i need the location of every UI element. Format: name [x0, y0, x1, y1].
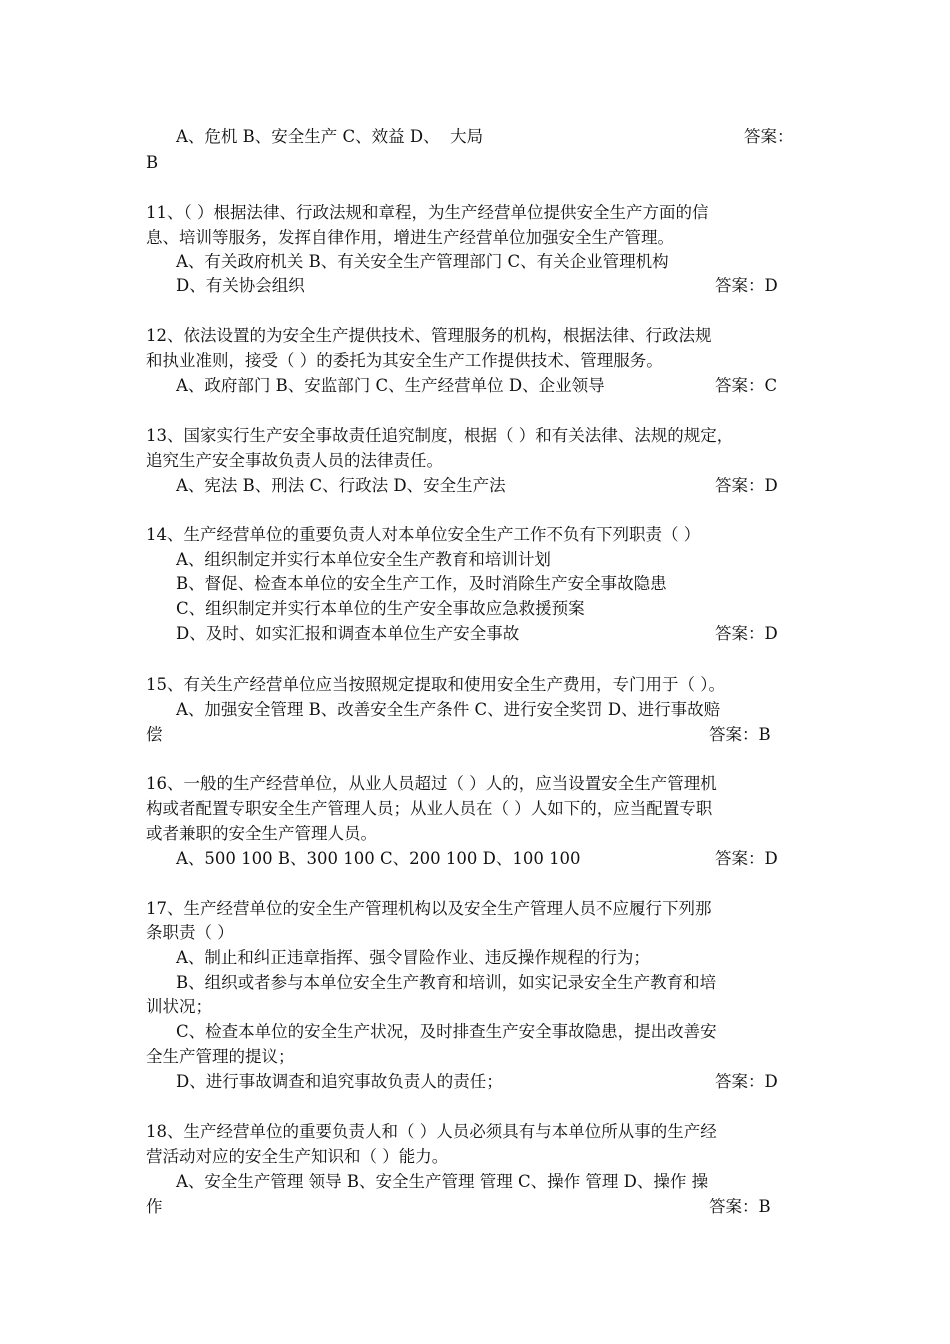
q13-answer: 答案：D: [715, 476, 778, 495]
q14-option-d: D、及时、如实汇报和调查本单位生产安全事故: [176, 624, 520, 643]
q14-option-b: B、督促、检查本单位的安全生产工作，及时消除生产安全事故隐患: [176, 574, 667, 593]
q14-option-c: C、组织制定并实行本单位的生产安全事故应急救援预案: [176, 599, 585, 618]
q15-answer: 答案：B: [709, 725, 771, 744]
q18-options-line1: A、安全生产管理 领导 B、安全生产管理 管理 C、操作 管理 D、操作 操: [176, 1172, 709, 1191]
q14-option-a: A、组织制定并实行本单位安全生产教育和培训计划: [176, 550, 551, 569]
q14-answer: 答案：D: [715, 624, 778, 643]
q13-stem-line2: 追究生产安全事故负责人员的法律责任。: [146, 451, 443, 470]
q10-answer-value: B: [146, 153, 159, 172]
q16-stem-line3: 或者兼职的安全生产管理人员。: [146, 824, 377, 843]
q17-stem-line2: 条职责（ ）: [146, 923, 234, 942]
q14-stem: 14、生产经营单位的重要负责人对本单位安全生产工作不负有下列职责（ ）: [146, 525, 701, 544]
q12-stem-line2: 和执业准则，接受（ ）的委托为其安全生产工作提供技术、管理服务。: [146, 351, 663, 370]
q17-option-b-line2: 训状况；: [146, 997, 212, 1016]
q16-options: A、500 100 B、300 100 C、200 100 D、100 100: [176, 849, 581, 868]
q11-stem-line1: 11、（ ）根据法律、行政法规和章程，为生产经营单位提供安全生产方面的信: [146, 203, 709, 222]
q13-options: A、宪法 B、刑法 C、行政法 D、安全生产法: [176, 476, 506, 495]
q12-stem-line1: 12、依法设置的为安全生产提供技术、管理服务的机构，根据法律、行政法规: [146, 326, 712, 345]
q11-options-line1: A、有关政府机关 B、有关安全生产管理部门 C、有关企业管理机构: [176, 252, 669, 271]
q16-stem-line1: 16、一般的生产经营单位，从业人员超过（ ）人的，应当设置安全生产管理机: [146, 774, 717, 793]
q15-options-line1: A、加强安全管理 B、改善安全生产条件 C、进行安全奖罚 D、进行事故赔: [176, 700, 721, 719]
q17-option-b-line1: B、组织或者参与本单位安全生产教育和培训，如实记录安全生产教育和培: [176, 973, 717, 992]
q13-stem-line1: 13、国家实行生产安全事故责任追究制度，根据（ ）和有关法律、法规的规定，: [146, 426, 734, 445]
q11-options-line2: D、有关协会组织: [176, 276, 305, 295]
q17-option-a: A、制止和纠正违章指挥、强令冒险作业、违反操作规程的行为；: [176, 948, 650, 967]
q17-stem-line1: 17、生产经营单位的安全生产管理机构以及安全生产管理人员不应履行下列那: [146, 899, 712, 918]
q12-options: A、政府部门 B、安监部门 C、生产经营单位 D、企业领导: [176, 376, 605, 395]
q16-stem-line2: 构或者配置专职安全生产管理人员；从业人员在（ ）人如下的，应当配置专职: [146, 799, 713, 818]
q17-answer: 答案：D: [715, 1072, 778, 1091]
q16-answer: 答案：D: [715, 849, 778, 868]
q11-answer: 答案：D: [715, 276, 778, 295]
q12-answer: 答案：C: [715, 376, 778, 395]
q18-options-line2: 作: [146, 1197, 163, 1216]
q15-stem: 15、有关生产经营单位应当按照规定提取和使用安全生产费用，专门用于（ ）。: [146, 675, 725, 694]
q17-option-c-line2: 全生产管理的提议；: [146, 1047, 295, 1066]
q17-option-d: D、进行事故调查和追究事故负责人的责任；: [176, 1072, 503, 1091]
q10-options: A、危机 B、安全生产 C、效益 D、 大局: [176, 127, 484, 146]
q10-answer-label: 答案：: [744, 127, 794, 146]
q18-stem-line2: 营活动对应的安全生产知识和（ ）能力。: [146, 1147, 449, 1166]
q18-stem-line1: 18、生产经营单位的重要负责人和（ ）人员必须具有与本单位所从事的生产经: [146, 1122, 717, 1141]
q18-answer: 答案：B: [709, 1197, 771, 1216]
q15-options-line2: 偿: [146, 725, 163, 744]
q17-option-c-line1: C、检查本单位的安全生产状况，及时排查生产安全事故隐患，提出改善安: [176, 1022, 717, 1041]
q11-stem-line2: 息、培训等服务，发挥自律作用，增进生产经营单位加强安全生产管理。: [146, 228, 674, 247]
